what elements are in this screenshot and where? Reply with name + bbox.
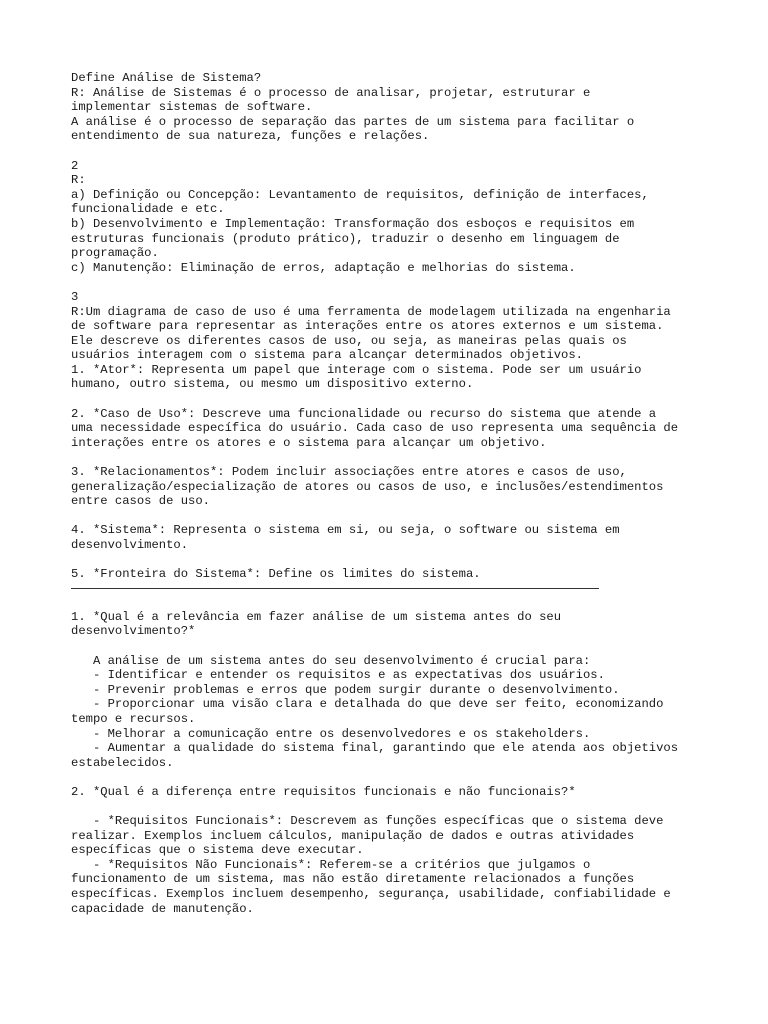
blank-line	[71, 509, 711, 524]
text-line: estruturas funcionais (produto prático), traduzir o desenho em linguagem de	[71, 231, 620, 246]
text-line: Define Análise de Sistema?	[71, 71, 262, 85]
text-line: funcionalidade e etc.	[71, 202, 225, 217]
paragraph	[71, 610, 711, 639]
blank-line	[71, 392, 711, 407]
blank-line	[71, 639, 711, 654]
text-line: entendimento de sua natureza, funções e relações.	[71, 129, 430, 144]
paragraph	[71, 71, 711, 144]
text-line: - Proporcionar uma visão clara e detalhada do que deve ser feito, economizando	[71, 697, 664, 712]
text-line: funcionamento de um sistema, mas não estão diretamente relacionados a funções	[71, 872, 635, 887]
document-part-questions	[71, 71, 711, 582]
paragraph	[71, 523, 711, 552]
text-line: tempo e recursos.	[71, 711, 196, 726]
text-line: 2	[71, 158, 79, 173]
blank-line	[71, 275, 711, 290]
text-line: 2. *Qual é a diferença entre requisitos funcionais e não funcionais?*	[71, 784, 576, 799]
text-line: programação.	[71, 246, 159, 261]
paragraph	[71, 465, 711, 509]
text-line: implementar sistemas de software.	[71, 100, 313, 115]
blank-line	[71, 770, 711, 785]
text-line: usuários interagem com o sistema para alcançar determinados objetivos.	[71, 348, 583, 363]
text-line: capacidade de manutenção.	[71, 901, 254, 916]
text-line: a) Definição ou Concepção: Levantamento de requisitos, definição de interfaces,	[71, 187, 649, 202]
text-line: realizar. Exemplos incluem cálculos, manipulação de dados e outras atividades	[71, 828, 635, 843]
paragraph	[71, 290, 711, 392]
text-line: A análise é o processo de separação das partes de um sistema para facilitar o	[71, 114, 635, 129]
horizontal-divider	[71, 588, 599, 589]
blank-line	[71, 800, 711, 815]
text-line: 3. *Relacionamentos*: Podem incluir associações entre atores e casos de uso,	[71, 465, 627, 480]
text-line: humano, outro sistema, ou mesmo um dispositivo externo.	[71, 377, 474, 392]
text-line: R:Um diagrama de caso de uso é uma ferramenta de modelagem utilizada na engenharia	[71, 304, 671, 319]
blank-line	[71, 450, 711, 465]
paragraph	[71, 407, 711, 451]
blank-line	[71, 553, 711, 568]
text-line: R:	[71, 173, 86, 188]
text-line: c) Manutenção: Eliminação de erros, adaptação e melhorias do sistema.	[71, 260, 576, 275]
text-line: de software para representar as interações entre os atores externos e um sistema.	[71, 319, 664, 334]
text-line: específicas que o sistema deve executar.	[71, 843, 364, 858]
text-line: desenvolvimento?*	[71, 624, 196, 639]
paragraph	[71, 785, 711, 800]
text-line: 5. *Fronteira do Sistema*: Define os limites do sistema.	[71, 567, 481, 582]
document-part-answers	[71, 610, 711, 916]
paragraph	[71, 159, 711, 276]
text-line: - Melhorar a comunicação entre os desenvolvedores e os stakeholders.	[71, 726, 591, 741]
paragraph	[71, 814, 711, 916]
text-line: uma necessidade específica do usuário. Cada caso de uso representa uma sequência de	[71, 421, 679, 436]
text-line: - *Requisitos Não Funcionais*: Referem-se a critérios que julgamos o	[71, 857, 591, 872]
text-line: b) Desenvolvimento e Implementação: Transformação dos esboços e requisitos em	[71, 216, 635, 231]
text-line: Ele descreve os diferentes casos de uso, ou seja, as maneiras pelas quais os	[71, 333, 627, 348]
text-line: 4. *Sistema*: Representa o sistema em si, ou seja, o software ou sistema em	[71, 523, 620, 538]
text-line: específicas. Exemplos incluem desempenho, segurança, usabilidade, confiabilidade e	[71, 887, 671, 902]
text-line: - Aumentar a qualidade do sistema final, garantindo que ele atenda aos objetivos	[71, 741, 679, 756]
text-line: 1. *Ator*: Representa um papel que interage com o sistema. Pode ser um usuário	[71, 362, 642, 377]
text-line: estabelecidos.	[71, 755, 174, 770]
text-line: A análise de um sistema antes do seu desenvolvimento é crucial para:	[71, 653, 591, 668]
text-line: desenvolvimento.	[71, 538, 189, 552]
text-line: 3	[71, 289, 79, 304]
text-line: - *Requisitos Funcionais*: Descrevem as funções específicas que o sistema deve	[71, 814, 664, 829]
paragraph	[71, 567, 711, 582]
text-line: - Prevenir problemas e erros que podem surgir durante o desenvolvimento.	[71, 682, 620, 697]
document-page	[71, 71, 711, 916]
text-line: entre casos de uso.	[71, 494, 210, 509]
blank-line	[71, 144, 711, 159]
text-line: interações entre os atores e o sistema para alcançar um objetivo.	[71, 435, 547, 450]
text-line: 2. *Caso de Uso*: Descreve uma funcionalidade ou recurso do sistema que atende a	[71, 406, 657, 421]
text-line: generalização/especialização de atores ou casos de uso, e inclusões/estendimentos	[71, 479, 664, 494]
text-line: - Identificar e entender os requisitos e as expectativas dos usuários.	[71, 668, 605, 683]
paragraph	[71, 654, 711, 771]
text-line: R: Análise de Sistemas é o processo de analisar, projetar, estruturar e	[71, 85, 591, 100]
text-line: 1. *Qual é a relevância em fazer análise de um sistema antes do seu	[71, 609, 562, 624]
